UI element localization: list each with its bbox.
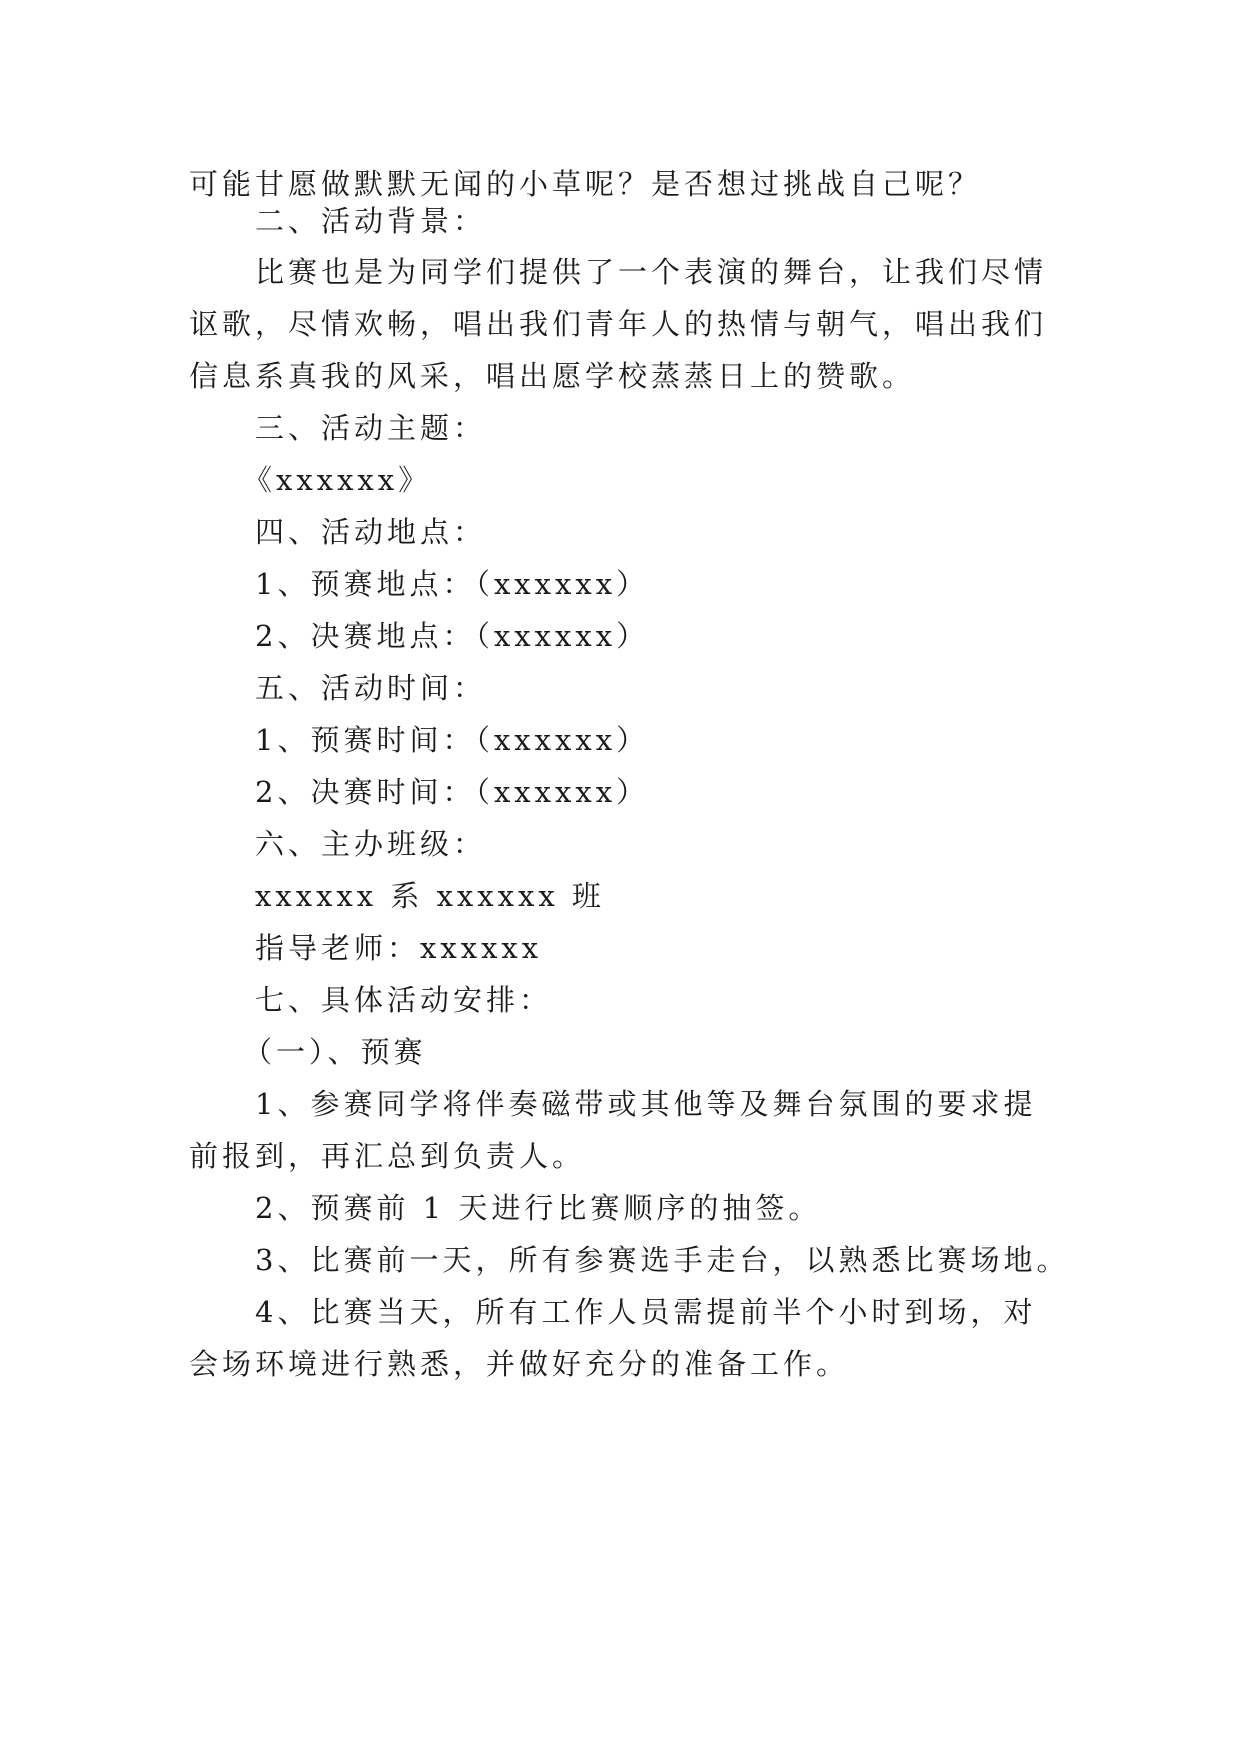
section-heading-theme: 三、活动主题：	[255, 411, 487, 445]
list-item: 1、预赛地点：（xxxxxx）	[255, 567, 650, 601]
section-heading-location: 四、活动地点：	[255, 515, 487, 549]
list-item: 2、决赛地点：（xxxxxx）	[255, 619, 650, 653]
advisor-line: 指导老师：xxxxxx	[255, 931, 543, 965]
paragraph-line: 可能甘愿做默默无闻的小草呢？是否想过挑战自己呢？	[189, 167, 982, 201]
list-item: 1、预赛时间：（xxxxxx）	[255, 723, 650, 757]
section-heading-background: 二、活动背景：	[255, 204, 487, 238]
list-item: 1、参赛同学将伴奏磁带或其他等及舞台氛围的要求提	[255, 1087, 1037, 1121]
list-item: 3、比赛前一天，所有参赛选手走台，以熟悉比赛场地。	[255, 1243, 1070, 1277]
section-heading-time: 五、活动时间：	[255, 671, 487, 705]
paragraph-line: 会场环境进行熟悉，并做好充分的准备工作。	[189, 1347, 850, 1381]
section-heading-organizer: 六、主办班级：	[255, 827, 487, 861]
theme-value: 《xxxxxx》	[243, 463, 432, 497]
organizer-value: xxxxxx 系 xxxxxx 班	[255, 879, 605, 913]
paragraph-line: 信息系真我的风采，唱出愿学校蒸蒸日上的赞歌。	[189, 359, 916, 393]
paragraph-line: 前报到，再汇总到负责人。	[189, 1139, 586, 1173]
list-item: 2、决赛时间：（xxxxxx）	[255, 775, 650, 809]
list-item: 2、预赛前 1 天进行比赛顺序的抽签。	[255, 1191, 822, 1225]
paragraph-line: 讴歌，尽情欢畅，唱出我们青年人的热情与朝气，唱出我们	[189, 307, 1048, 341]
paragraph-line: 比赛也是为同学们提供了一个表演的舞台，让我们尽情	[255, 255, 1048, 289]
subsection-heading: （一）、预赛	[243, 1035, 427, 1069]
section-heading-arrangement: 七、具体活动安排：	[255, 983, 553, 1017]
list-item: 4、比赛当天，所有工作人员需提前半个小时到场，对	[255, 1295, 1037, 1329]
